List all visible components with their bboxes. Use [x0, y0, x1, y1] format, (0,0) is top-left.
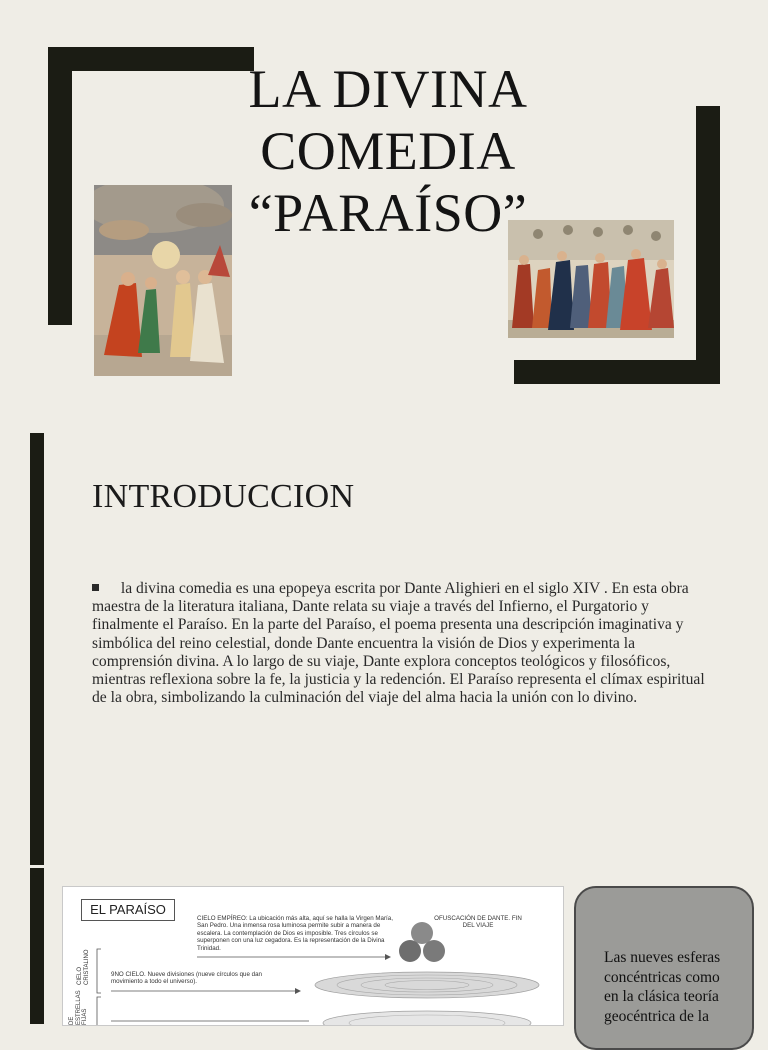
- spheres-callout-text: Las nueves esferas concéntricas como en la clásica teoría geocéntrica de la: [604, 949, 721, 1025]
- diagram-label: EL PARAÍSO: [81, 899, 175, 921]
- estrellas-side-label: DE ESTRELLAS FIJAS: [69, 990, 88, 1025]
- title-line-2: COMEDIA: [260, 121, 516, 181]
- bracket-top-left-horizontal: [48, 47, 254, 71]
- painting-left: [94, 185, 232, 376]
- spheres-callout: [574, 886, 754, 1050]
- ofuscacion-note: OFUSCACIÓN DE DANTE. FIN DEL VIAJE: [434, 915, 522, 930]
- empireo-note: CIELO EMPÍREO: La ubicación más alta, aquí se halla la Virgen María, San Pedro. Una inmensa rosa luminosa permite subir a manera de escalera. La contemplación de Dios es imposible. Tres círculos se superponen con una luz cegadora. Es la representación de la Divina Trinidad.: [197, 915, 393, 952]
- bracket-bottom-right-horizontal: [514, 360, 720, 384]
- noveno-cielo-note: 9NO CIELO. Nueve divisiones (nueve círculos que dan movimiento a todo el universo).: [111, 971, 262, 986]
- diagram-graphics: [63, 887, 563, 1025]
- bullet-marker: [92, 584, 99, 591]
- accent-bar-diagram: [30, 868, 44, 1024]
- intro-heading: INTRODUCCION: [92, 478, 355, 515]
- title-line-1: LA DIVINA: [248, 59, 528, 119]
- bracket-top-left-vertical: [48, 47, 72, 325]
- slide-title: [228, 58, 548, 244]
- paradise-diagram: [62, 886, 564, 1026]
- intro-text: la divina comedia es una epopeya escrita por Dante Alighieri en el siglo XIV . En esta obra maestra de la literatura italiana, Dante relata su viaje a través del Infierno, el Purgatorio y finalmente el Paraíso. En la parte del Paraíso, el poema presenta una descripción imaginativa y simbólica del reino celestial, donde Dante encuentra la visión de Dios y experimenta la comprensión divina. A lo largo de su viaje, Dante explora conceptos teológicos y filosóficos, mientras reflexiona sobre la fe, la justicia y la redención. El Paraíso representa el clímax espiritual de la obra, simbolizando la culminación del viaje del alma hacia la unión con lo divino.: [92, 580, 705, 707]
- cristalino-side-label: CIELO CRISTALINO: [77, 949, 90, 985]
- title-line-3: “PARAÍSO”: [248, 183, 528, 243]
- bracket-bottom-right-vertical: [696, 106, 720, 384]
- title-slide: [0, 0, 768, 425]
- accent-bar-intro: [30, 433, 44, 865]
- intro-paragraph: [92, 580, 712, 707]
